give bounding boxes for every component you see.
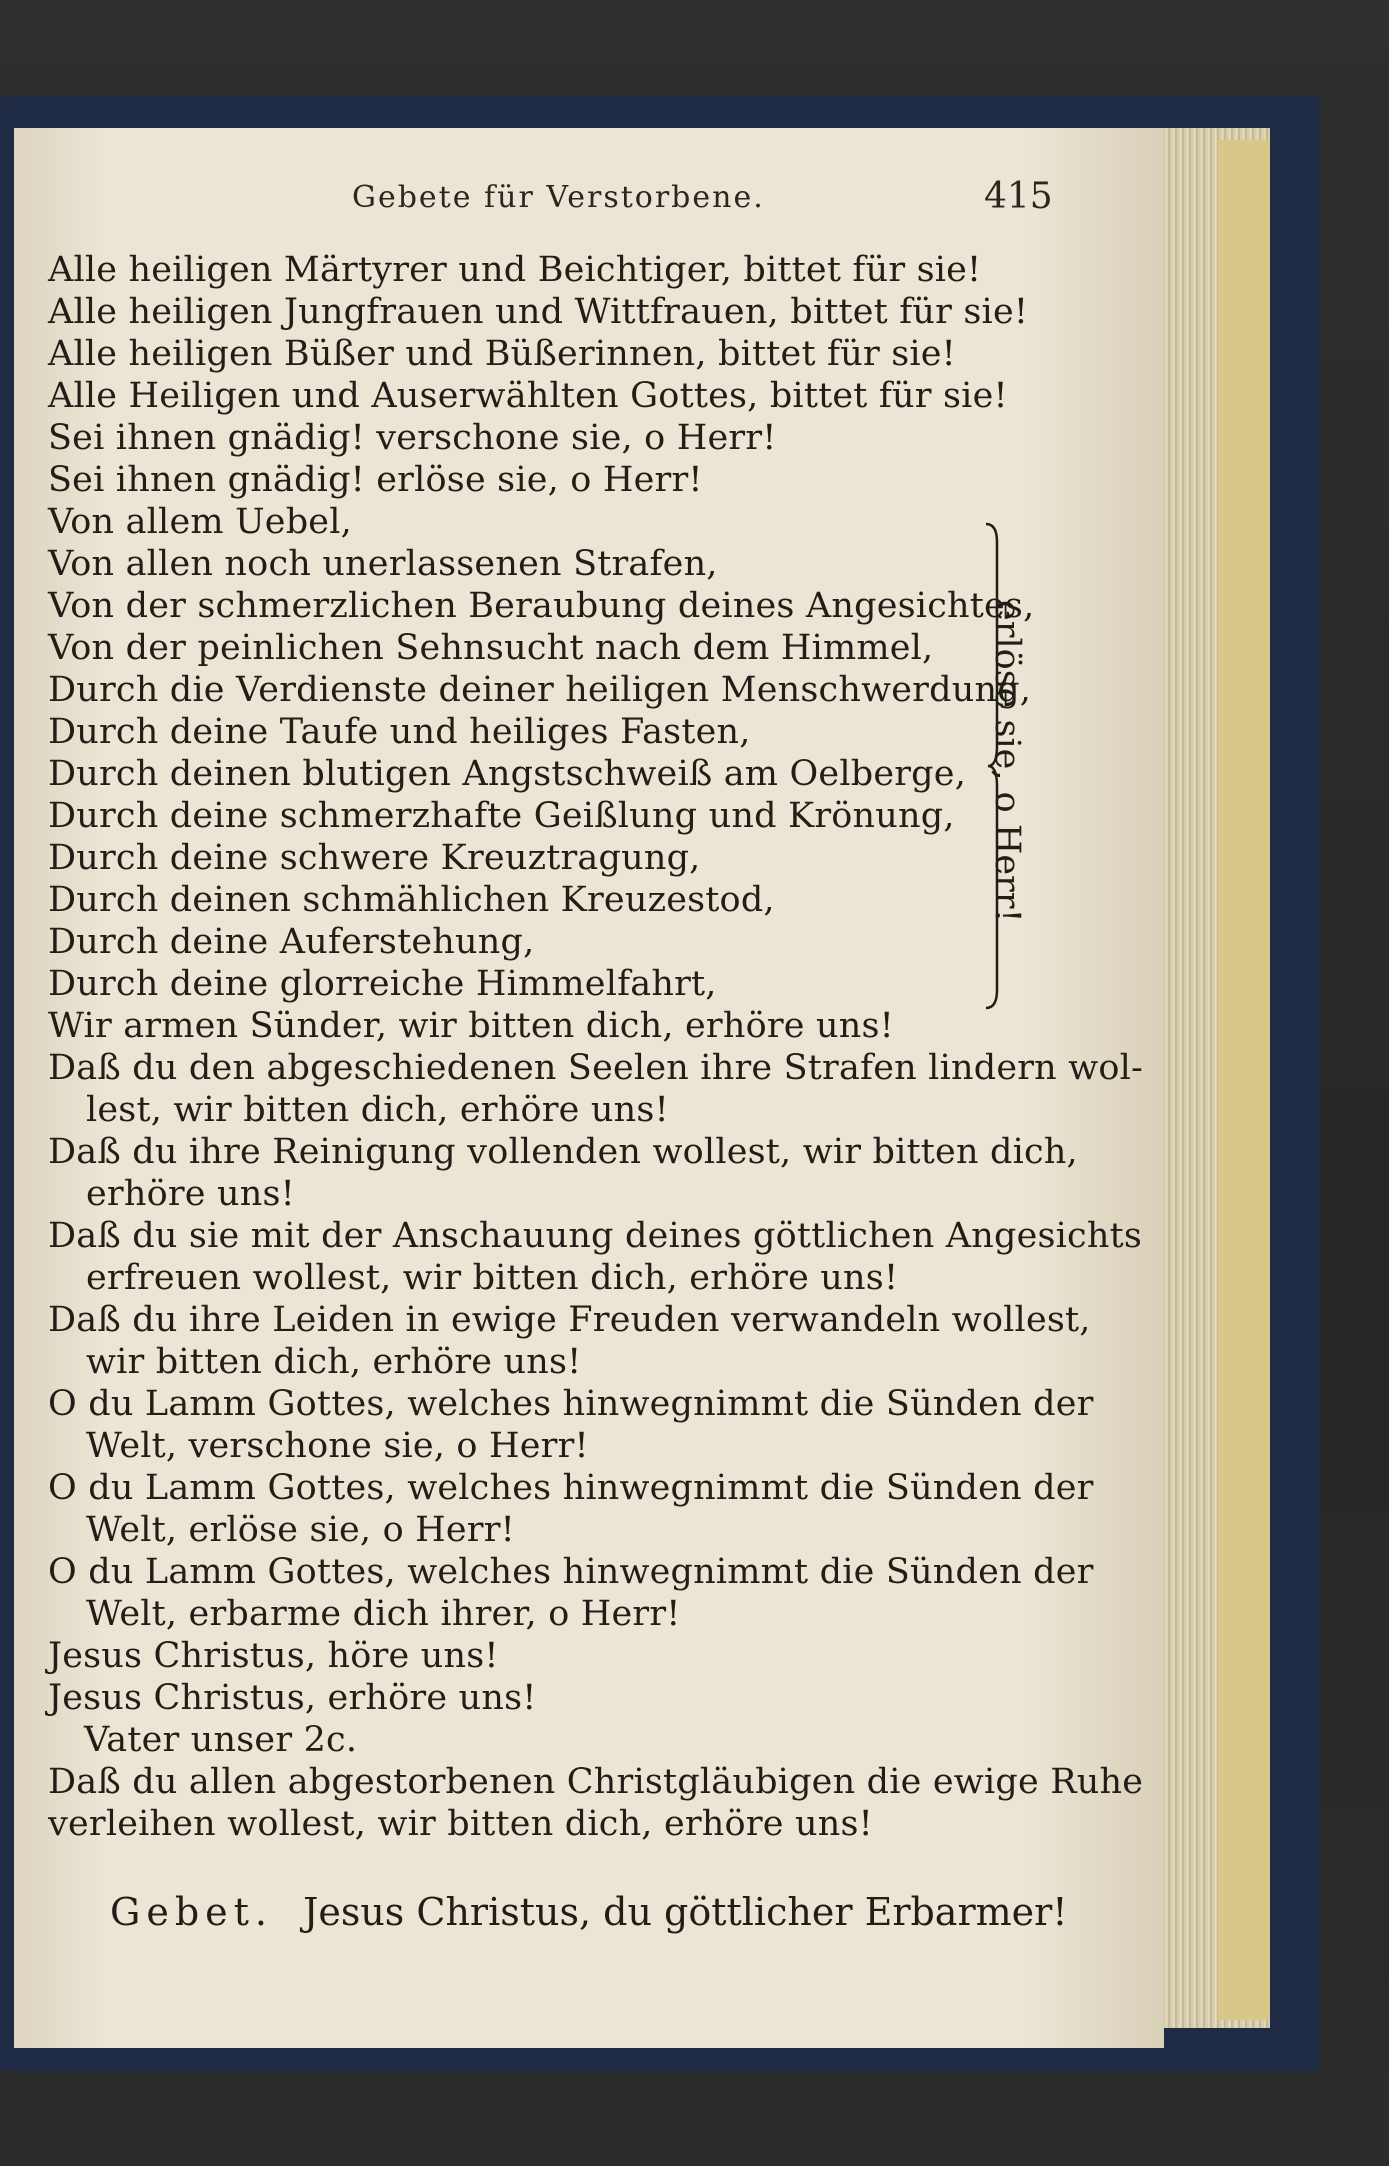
text-line: Durch die Verdienste deiner heiligen Menschwerdung, — [48, 670, 1032, 710]
text-line: Sei ihnen gnädig! verschone sie, o Herr! — [48, 418, 777, 458]
gebet-line — [110, 1890, 1068, 1934]
text-line: wir bitten dich, erhöre uns! — [86, 1342, 582, 1382]
text-line: Daß du sie mit der Anschauung deines göttlichen Angesichts — [48, 1216, 1143, 1256]
page-edges-gilt — [1218, 140, 1270, 2020]
text-line: Sei ihnen gnädig! erlöse sie, o Herr! — [48, 460, 703, 500]
text-line: Von der schmerzlichen Beraubung deines Angesichtes, — [48, 586, 1035, 626]
text-line: Von allem Uebel, — [48, 502, 352, 542]
running-title: Gebete für Verstorbene. — [352, 180, 765, 215]
text-line: Alle heiligen Büßer und Büßerinnen, bittet für sie! — [48, 334, 956, 374]
gebet-text: Jesus Christus, du göttlicher Erbarmer! — [303, 1890, 1068, 1934]
bracket-response — [987, 600, 1047, 960]
text-line: Welt, erlöse sie, o Herr! — [86, 1510, 515, 1550]
bracket-response-text: erlöse sie, o Herr! — [987, 600, 1027, 923]
text-line: Welt, erbarme dich ihrer, o Herr! — [86, 1594, 681, 1634]
text-line: Durch deine Taufe und heiliges Fasten, — [48, 712, 751, 752]
gebet-label: Gebet. — [110, 1890, 274, 1934]
page-header — [0, 176, 1389, 220]
book-page — [14, 128, 1164, 2048]
text-line: Durch deine schwere Kreuztragung, — [48, 838, 701, 878]
text-line: Von allen noch unerlassenen Strafen, — [48, 544, 718, 584]
text-line: Durch deine glorreiche Himmelfahrt, — [48, 964, 717, 1004]
text-line: Vater unser 2c. — [84, 1720, 358, 1760]
text-line: Durch deinen schmählichen Kreuzestod, — [48, 880, 775, 920]
text-line: Jesus Christus, erhöre uns! — [48, 1678, 537, 1718]
text-line: Daß du ihre Leiden in ewige Freuden verwandeln wollest, — [48, 1300, 1091, 1340]
text-line: O du Lamm Gottes, welches hinwegnimmt die Sünden der — [48, 1468, 1094, 1508]
text-line: Durch deine schmerzhafte Geißlung und Krönung, — [48, 796, 955, 836]
text-line: Daß du allen abgestorbenen Christgläubigen die ewige Ruhe — [48, 1762, 1144, 1802]
text-line: Daß du ihre Reinigung vollenden wollest, wir bitten dich, — [48, 1132, 1078, 1172]
text-line: Von der peinlichen Sehnsucht nach dem Himmel, — [48, 628, 934, 668]
text-line: Durch deinen blutigen Angstschweiß am Oelberge, — [48, 754, 967, 794]
text-line: O du Lamm Gottes, welches hinwegnimmt die Sünden der — [48, 1552, 1094, 1592]
text-line: O du Lamm Gottes, welches hinwegnimmt die Sünden der — [48, 1384, 1094, 1424]
text-line: Jesus Christus, höre uns! — [48, 1636, 499, 1676]
text-line: Wir armen Sünder, wir bitten dich, erhöre uns! — [48, 1006, 894, 1046]
text-line: Daß du den abgeschiedenen Seelen ihre Strafen lindern wol- — [48, 1048, 1144, 1088]
text-line: lest, wir bitten dich, erhöre uns! — [86, 1090, 669, 1130]
page-number: 415 — [984, 176, 1053, 217]
text-line: Alle Heiligen und Auserwählten Gottes, bittet für sie! — [48, 376, 1008, 416]
text-line: Alle heiligen Jungfrauen und Wittfrauen, bittet für sie! — [48, 292, 1029, 332]
text-line: Durch deine Auferstehung, — [48, 922, 535, 962]
text-line: erhöre uns! — [86, 1174, 295, 1214]
text-line: erfreuen wollest, wir bitten dich, erhöre uns! — [86, 1258, 899, 1298]
text-line: verleihen wollest, wir bitten dich, erhöre uns! — [48, 1804, 873, 1844]
text-line: Alle heiligen Märtyrer und Beichtiger, bittet für sie! — [48, 250, 982, 290]
text-line: Welt, verschone sie, o Herr! — [86, 1426, 589, 1466]
